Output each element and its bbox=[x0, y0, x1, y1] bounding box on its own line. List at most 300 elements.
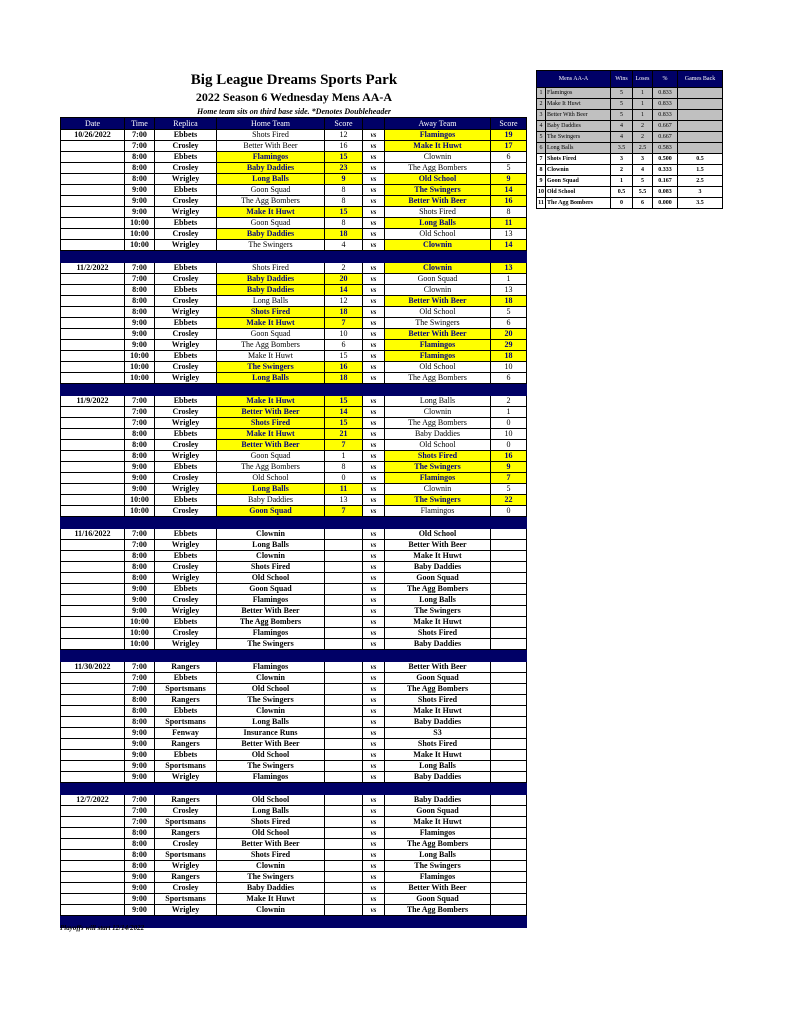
home-score: 13 bbox=[325, 495, 363, 506]
game-time: 8:00 bbox=[125, 695, 155, 706]
home-score: 8 bbox=[325, 196, 363, 207]
week-date: 11/2/2022 bbox=[61, 263, 125, 274]
home-team: Baby Daddies bbox=[217, 495, 325, 506]
field-name: Crosley bbox=[155, 274, 217, 285]
field-name: Crosley bbox=[155, 329, 217, 340]
away-team: The Agg Bombers bbox=[385, 418, 491, 429]
standings-rank: 7 bbox=[537, 154, 546, 165]
field-name: Wrigley bbox=[155, 861, 217, 872]
away-score bbox=[491, 839, 527, 850]
game-time: 10:00 bbox=[125, 218, 155, 229]
away-team: Flamingos bbox=[385, 473, 491, 484]
standings-row bbox=[537, 165, 723, 176]
home-score bbox=[325, 662, 363, 673]
game-row bbox=[61, 739, 527, 750]
standings-wins: 5 bbox=[611, 110, 633, 121]
game-time: 10:00 bbox=[125, 240, 155, 251]
away-team: Make It Huwt bbox=[385, 706, 491, 717]
home-score: 15 bbox=[325, 351, 363, 362]
away-team: Clownin bbox=[385, 263, 491, 274]
away-team: Long Balls bbox=[385, 396, 491, 407]
field-name: Crosley bbox=[155, 141, 217, 152]
away-score: 6 bbox=[491, 152, 527, 163]
date-cell bbox=[61, 695, 125, 706]
vs-label: vs bbox=[363, 440, 385, 451]
away-score: 7 bbox=[491, 473, 527, 484]
game-time: 8:00 bbox=[125, 850, 155, 861]
home-score bbox=[325, 573, 363, 584]
col-header-vs bbox=[363, 118, 385, 130]
away-team: The Swingers bbox=[385, 185, 491, 196]
standings-rank: 10 bbox=[537, 187, 546, 198]
game-time: 9:00 bbox=[125, 872, 155, 883]
away-team: Old School bbox=[385, 362, 491, 373]
home-team: Flamingos bbox=[217, 772, 325, 783]
standings-row bbox=[537, 154, 723, 165]
standings-pct: 0.000 bbox=[653, 198, 678, 209]
game-row bbox=[61, 229, 527, 240]
vs-label: vs bbox=[363, 373, 385, 384]
home-team: The Agg Bombers bbox=[217, 340, 325, 351]
game-row bbox=[61, 717, 527, 728]
home-score bbox=[325, 584, 363, 595]
field-name: Ebbets bbox=[155, 462, 217, 473]
home-score: 15 bbox=[325, 418, 363, 429]
date-cell bbox=[61, 617, 125, 628]
week-separator bbox=[61, 650, 527, 662]
vs-label: vs bbox=[363, 772, 385, 783]
away-team: Old School bbox=[385, 440, 491, 451]
home-team: Better With Beer bbox=[217, 141, 325, 152]
game-row bbox=[61, 296, 527, 307]
field-name: Wrigley bbox=[155, 240, 217, 251]
away-score: 19 bbox=[491, 130, 527, 141]
game-row bbox=[61, 562, 527, 573]
home-score: 8 bbox=[325, 218, 363, 229]
field-name: Wrigley bbox=[155, 307, 217, 318]
field-name: Sportsmans bbox=[155, 817, 217, 828]
game-row bbox=[61, 307, 527, 318]
game-row bbox=[61, 662, 527, 673]
away-score: 10 bbox=[491, 429, 527, 440]
field-name: Sportsmans bbox=[155, 850, 217, 861]
col-header-date: Date bbox=[61, 118, 125, 130]
date-cell bbox=[61, 174, 125, 185]
away-team: Make It Huwt bbox=[385, 750, 491, 761]
game-time: 9:00 bbox=[125, 318, 155, 329]
away-score bbox=[491, 573, 527, 584]
field-name: Ebbets bbox=[155, 351, 217, 362]
vs-label: vs bbox=[363, 628, 385, 639]
vs-label: vs bbox=[363, 529, 385, 540]
home-team: Flamingos bbox=[217, 152, 325, 163]
game-time: 9:00 bbox=[125, 905, 155, 916]
away-score: 6 bbox=[491, 318, 527, 329]
vs-label: vs bbox=[363, 861, 385, 872]
week-separator bbox=[61, 783, 527, 795]
vs-label: vs bbox=[363, 263, 385, 274]
col-header-away-score: Score bbox=[491, 118, 527, 130]
date-cell bbox=[61, 240, 125, 251]
home-team: Clownin bbox=[217, 673, 325, 684]
field-name: Crosley bbox=[155, 440, 217, 451]
away-score: 22 bbox=[491, 495, 527, 506]
game-row bbox=[61, 473, 527, 484]
away-score bbox=[491, 750, 527, 761]
home-score: 4 bbox=[325, 240, 363, 251]
home-score bbox=[325, 695, 363, 706]
game-time: 7:00 bbox=[125, 684, 155, 695]
home-team: Baby Daddies bbox=[217, 883, 325, 894]
vs-label: vs bbox=[363, 152, 385, 163]
vs-label: vs bbox=[363, 584, 385, 595]
week-separator bbox=[61, 384, 527, 396]
date-cell bbox=[61, 340, 125, 351]
vs-label: vs bbox=[363, 495, 385, 506]
vs-label: vs bbox=[363, 872, 385, 883]
date-cell bbox=[61, 540, 125, 551]
game-time: 10:00 bbox=[125, 362, 155, 373]
game-row bbox=[61, 551, 527, 562]
away-score bbox=[491, 772, 527, 783]
date-cell bbox=[61, 684, 125, 695]
standings-pct: 0.667 bbox=[653, 121, 678, 132]
field-name: Crosley bbox=[155, 473, 217, 484]
home-team: The Swingers bbox=[217, 761, 325, 772]
vs-label: vs bbox=[363, 141, 385, 152]
away-team: Baby Daddies bbox=[385, 429, 491, 440]
game-row bbox=[61, 495, 527, 506]
field-name: Crosley bbox=[155, 196, 217, 207]
date-cell bbox=[61, 163, 125, 174]
away-team: Goon Squad bbox=[385, 673, 491, 684]
home-team: The Swingers bbox=[217, 362, 325, 373]
date-cell bbox=[61, 185, 125, 196]
game-row bbox=[61, 761, 527, 772]
vs-label: vs bbox=[363, 739, 385, 750]
date-cell bbox=[61, 418, 125, 429]
game-row bbox=[61, 429, 527, 440]
game-row bbox=[61, 684, 527, 695]
away-score: 5 bbox=[491, 484, 527, 495]
home-score bbox=[325, 739, 363, 750]
game-row bbox=[61, 174, 527, 185]
away-score: 8 bbox=[491, 207, 527, 218]
standings-loses: 1 bbox=[633, 88, 653, 99]
week-date: 10/26/2022 bbox=[61, 130, 125, 141]
date-cell bbox=[61, 551, 125, 562]
standings-wins: 5 bbox=[611, 88, 633, 99]
date-cell bbox=[61, 717, 125, 728]
field-name: Wrigley bbox=[155, 484, 217, 495]
away-team: The Swingers bbox=[385, 861, 491, 872]
vs-label: vs bbox=[363, 595, 385, 606]
away-score: 13 bbox=[491, 263, 527, 274]
away-team: Flamingos bbox=[385, 872, 491, 883]
date-cell bbox=[61, 329, 125, 340]
home-score bbox=[325, 828, 363, 839]
away-team: Better With Beer bbox=[385, 196, 491, 207]
home-team: Old School bbox=[217, 684, 325, 695]
date-cell bbox=[61, 584, 125, 595]
away-team: Goon Squad bbox=[385, 274, 491, 285]
home-team: Long Balls bbox=[217, 174, 325, 185]
game-time: 8:00 bbox=[125, 152, 155, 163]
home-score bbox=[325, 706, 363, 717]
page-title: Big League Dreams Sports Park bbox=[190, 72, 398, 88]
standings-wins: 4 bbox=[611, 121, 633, 132]
away-score bbox=[491, 639, 527, 650]
field-name: Wrigley bbox=[155, 639, 217, 650]
vs-label: vs bbox=[363, 817, 385, 828]
date-cell bbox=[61, 817, 125, 828]
standings-wins: 1 bbox=[611, 176, 633, 187]
separator-bar bbox=[61, 251, 527, 263]
home-score: 7 bbox=[325, 440, 363, 451]
standings-team: Flamingos bbox=[546, 88, 611, 99]
away-score: 6 bbox=[491, 373, 527, 384]
away-score: 0 bbox=[491, 506, 527, 517]
away-team: Baby Daddies bbox=[385, 639, 491, 650]
date-cell bbox=[61, 351, 125, 362]
standings-wins: 2 bbox=[611, 165, 633, 176]
date-cell bbox=[61, 828, 125, 839]
field-name: Crosley bbox=[155, 839, 217, 850]
home-team: Make It Huwt bbox=[217, 396, 325, 407]
game-row bbox=[61, 839, 527, 850]
standings-loses: 2.5 bbox=[633, 143, 653, 154]
vs-label: vs bbox=[363, 540, 385, 551]
away-score: 0 bbox=[491, 418, 527, 429]
date-cell bbox=[61, 839, 125, 850]
standings-rank: 9 bbox=[537, 176, 546, 187]
home-team: Baby Daddies bbox=[217, 285, 325, 296]
date-cell bbox=[61, 362, 125, 373]
home-team: The Agg Bombers bbox=[217, 462, 325, 473]
away-team: Shots Fired bbox=[385, 739, 491, 750]
standings-wins: 0 bbox=[611, 198, 633, 209]
field-name: Crosley bbox=[155, 628, 217, 639]
date-cell bbox=[61, 207, 125, 218]
away-score bbox=[491, 872, 527, 883]
week-date: 11/30/2022 bbox=[61, 662, 125, 673]
home-score bbox=[325, 861, 363, 872]
away-score: 13 bbox=[491, 285, 527, 296]
field-name: Ebbets bbox=[155, 218, 217, 229]
away-team: The Agg Bombers bbox=[385, 584, 491, 595]
field-name: Ebbets bbox=[155, 706, 217, 717]
away-score bbox=[491, 662, 527, 673]
date-cell bbox=[61, 495, 125, 506]
game-row bbox=[61, 872, 527, 883]
away-team: The Swingers bbox=[385, 495, 491, 506]
date-cell bbox=[61, 739, 125, 750]
away-team: Flamingos bbox=[385, 340, 491, 351]
game-row bbox=[61, 894, 527, 905]
home-score bbox=[325, 883, 363, 894]
date-cell bbox=[61, 905, 125, 916]
game-row bbox=[61, 396, 527, 407]
home-score bbox=[325, 850, 363, 861]
away-team: Clownin bbox=[385, 407, 491, 418]
field-name: Rangers bbox=[155, 828, 217, 839]
vs-label: vs bbox=[363, 285, 385, 296]
away-team: Shots Fired bbox=[385, 628, 491, 639]
away-team: Better With Beer bbox=[385, 662, 491, 673]
date-cell bbox=[61, 440, 125, 451]
separator-bar bbox=[61, 650, 527, 662]
field-name: Ebbets bbox=[155, 429, 217, 440]
home-team: Better With Beer bbox=[217, 440, 325, 451]
standings-team: Old School bbox=[546, 187, 611, 198]
home-team: Flamingos bbox=[217, 662, 325, 673]
home-score: 18 bbox=[325, 307, 363, 318]
vs-label: vs bbox=[363, 806, 385, 817]
home-score bbox=[325, 894, 363, 905]
away-team: Make It Huwt bbox=[385, 817, 491, 828]
away-score bbox=[491, 684, 527, 695]
vs-label: vs bbox=[363, 761, 385, 772]
field-name: Rangers bbox=[155, 872, 217, 883]
week-separator bbox=[61, 251, 527, 263]
home-score bbox=[325, 595, 363, 606]
date-cell bbox=[61, 218, 125, 229]
away-team: Clownin bbox=[385, 285, 491, 296]
standings-rank: 4 bbox=[537, 121, 546, 132]
game-time: 8:00 bbox=[125, 285, 155, 296]
standings-row bbox=[537, 187, 723, 198]
home-team: Make It Huwt bbox=[217, 429, 325, 440]
home-team: Long Balls bbox=[217, 540, 325, 551]
game-row bbox=[61, 318, 527, 329]
game-time: 8:00 bbox=[125, 573, 155, 584]
game-row bbox=[61, 628, 527, 639]
standings-team: Make It Huwt bbox=[546, 99, 611, 110]
game-row bbox=[61, 185, 527, 196]
game-row bbox=[61, 905, 527, 916]
home-team: Clownin bbox=[217, 551, 325, 562]
home-team: The Swingers bbox=[217, 872, 325, 883]
away-team: The Agg Bombers bbox=[385, 163, 491, 174]
home-score: 11 bbox=[325, 484, 363, 495]
away-score bbox=[491, 905, 527, 916]
home-team: Clownin bbox=[217, 706, 325, 717]
standings-loses: 1 bbox=[633, 110, 653, 121]
game-row bbox=[61, 285, 527, 296]
standings-wins: 3.5 bbox=[611, 143, 633, 154]
away-score bbox=[491, 617, 527, 628]
game-row bbox=[61, 728, 527, 739]
field-name: Crosley bbox=[155, 562, 217, 573]
standings-games-back: 0.5 bbox=[678, 154, 723, 165]
game-row bbox=[61, 828, 527, 839]
away-team: Clownin bbox=[385, 152, 491, 163]
home-team: Make It Huwt bbox=[217, 351, 325, 362]
game-time: 9:00 bbox=[125, 894, 155, 905]
game-row bbox=[61, 850, 527, 861]
away-team: Goon Squad bbox=[385, 806, 491, 817]
date-cell bbox=[61, 573, 125, 584]
game-time: 7:00 bbox=[125, 130, 155, 141]
standings-games-back: 3 bbox=[678, 187, 723, 198]
game-time: 9:00 bbox=[125, 761, 155, 772]
home-team: Goon Squad bbox=[217, 329, 325, 340]
game-time: 9:00 bbox=[125, 473, 155, 484]
date-cell bbox=[61, 285, 125, 296]
game-time: 7:00 bbox=[125, 817, 155, 828]
home-team: Old School bbox=[217, 795, 325, 806]
home-score: 8 bbox=[325, 185, 363, 196]
standings-row bbox=[537, 176, 723, 187]
home-team: Shots Fired bbox=[217, 307, 325, 318]
field-name: Crosley bbox=[155, 806, 217, 817]
away-score: 18 bbox=[491, 351, 527, 362]
home-score: 9 bbox=[325, 174, 363, 185]
field-name: Rangers bbox=[155, 695, 217, 706]
home-score bbox=[325, 684, 363, 695]
date-cell bbox=[61, 229, 125, 240]
vs-label: vs bbox=[363, 274, 385, 285]
field-name: Wrigley bbox=[155, 905, 217, 916]
standings-team: The Swingers bbox=[546, 132, 611, 143]
field-name: Crosley bbox=[155, 163, 217, 174]
home-score: 16 bbox=[325, 141, 363, 152]
away-team: The Agg Bombers bbox=[385, 373, 491, 384]
away-score: 16 bbox=[491, 451, 527, 462]
away-score: 0 bbox=[491, 440, 527, 451]
vs-label: vs bbox=[363, 684, 385, 695]
home-team: Baby Daddies bbox=[217, 274, 325, 285]
vs-label: vs bbox=[363, 606, 385, 617]
standings-row bbox=[537, 88, 723, 99]
home-score: 21 bbox=[325, 429, 363, 440]
col-header-replica: Replica bbox=[155, 118, 217, 130]
game-row bbox=[61, 883, 527, 894]
home-team: Old School bbox=[217, 573, 325, 584]
date-cell bbox=[61, 407, 125, 418]
home-team: Old School bbox=[217, 828, 325, 839]
standings-wins: 0.5 bbox=[611, 187, 633, 198]
away-score bbox=[491, 739, 527, 750]
home-team: Flamingos bbox=[217, 595, 325, 606]
field-name: Sportsmans bbox=[155, 684, 217, 695]
game-row bbox=[61, 706, 527, 717]
date-cell bbox=[61, 196, 125, 207]
game-time: 8:00 bbox=[125, 839, 155, 850]
away-team: Long Balls bbox=[385, 761, 491, 772]
standings-row bbox=[537, 143, 723, 154]
standings-loses: 2 bbox=[633, 132, 653, 143]
standings-row bbox=[537, 99, 723, 110]
field-name: Rangers bbox=[155, 739, 217, 750]
away-team: Baby Daddies bbox=[385, 772, 491, 783]
standings-games-back: 3.5 bbox=[678, 198, 723, 209]
home-score bbox=[325, 551, 363, 562]
field-name: Wrigley bbox=[155, 451, 217, 462]
home-team: Shots Fired bbox=[217, 562, 325, 573]
vs-label: vs bbox=[363, 905, 385, 916]
home-score: 10 bbox=[325, 329, 363, 340]
away-score: 16 bbox=[491, 196, 527, 207]
away-team: Baby Daddies bbox=[385, 717, 491, 728]
field-name: Crosley bbox=[155, 362, 217, 373]
date-cell bbox=[61, 861, 125, 872]
home-score bbox=[325, 617, 363, 628]
away-team: The Swingers bbox=[385, 606, 491, 617]
away-score: 17 bbox=[491, 141, 527, 152]
game-row bbox=[61, 130, 527, 141]
home-score: 14 bbox=[325, 407, 363, 418]
